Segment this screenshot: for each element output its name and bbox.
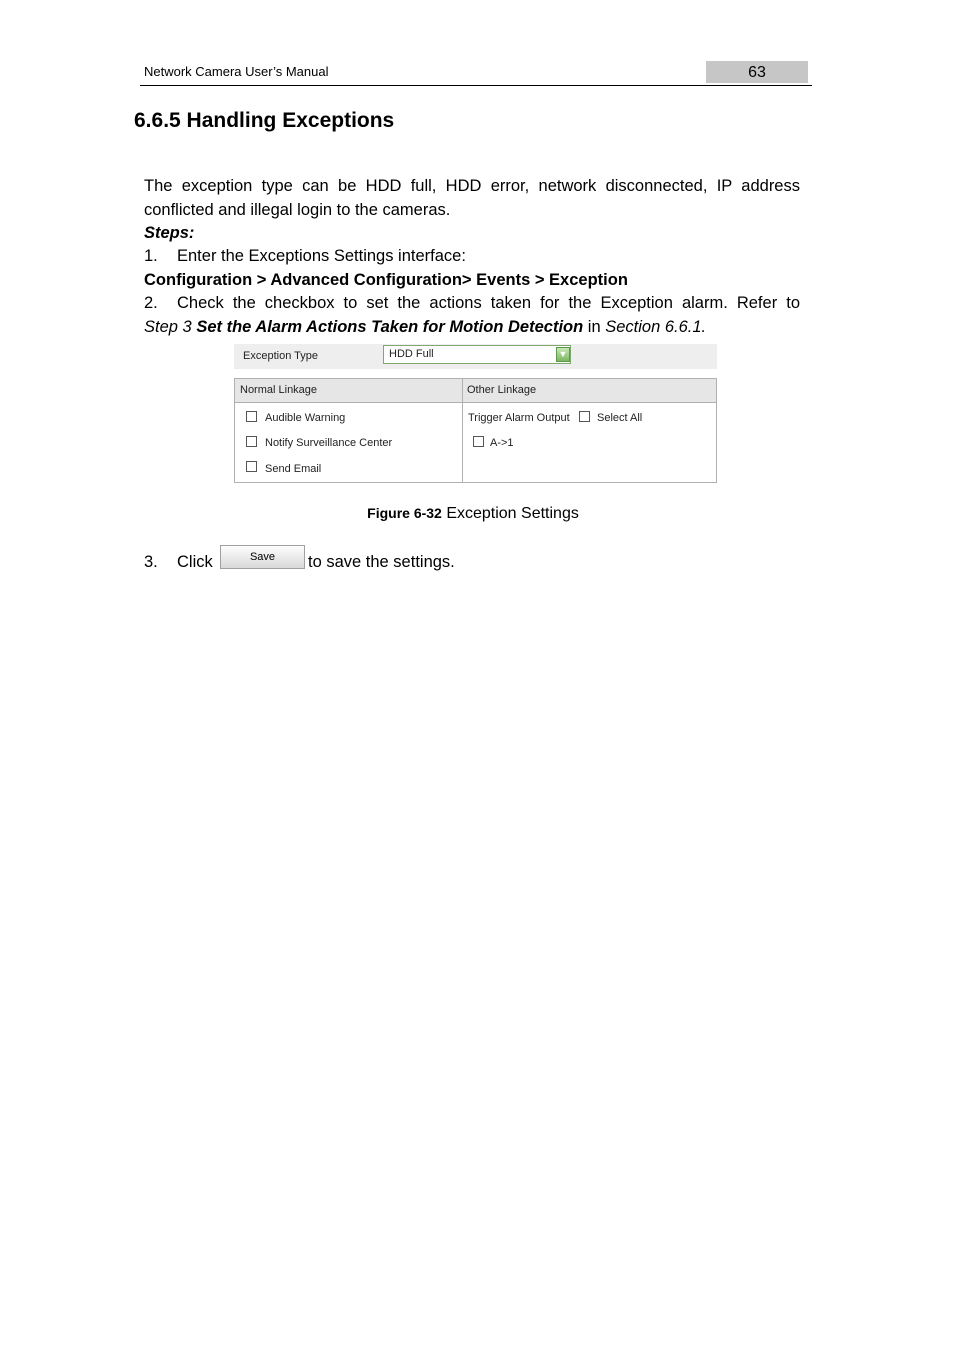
step-2-number: 2. <box>144 294 158 312</box>
other-linkage-header: Other Linkage <box>467 384 537 396</box>
step-1-text: Enter the Exceptions Settings interface: <box>177 247 466 265</box>
step-1-number: 1. <box>144 247 158 265</box>
step-2-text: Check the checkbox to set the actions taken for the Exception alarm. Refer to <box>177 294 800 312</box>
select-all-checkbox[interactable] <box>579 411 590 422</box>
step-2-reference <box>144 316 706 340</box>
send-email-checkbox[interactable] <box>246 461 257 472</box>
save-button[interactable]: Save <box>220 545 305 569</box>
exception-type-label: Exception Type <box>243 350 319 362</box>
header-divider <box>140 85 812 86</box>
menu-path: Configuration > Advanced Configuration> Events > Exception <box>144 271 628 289</box>
figure-title: Exception Settings <box>446 505 579 522</box>
step-3-click: Click <box>177 553 213 571</box>
ref-title: Set the Alarm Actions Taken for Motion Detection <box>196 318 584 336</box>
notify-surveillance-center-label: Notify Surveillance Center <box>265 437 393 449</box>
step-3-number: 3. <box>144 553 158 571</box>
step-3-text: to save the settings. <box>308 553 455 571</box>
trigger-alarm-output-label: Trigger Alarm Output <box>468 412 570 424</box>
select-all-label: Select All <box>597 412 643 424</box>
exception-type-value: HDD Full <box>389 348 434 360</box>
linkage-column-divider <box>462 379 463 482</box>
normal-linkage-header: Normal Linkage <box>240 384 318 396</box>
alarm-output-a1-label: A->1 <box>490 437 514 449</box>
ref-step: Step 3 <box>144 318 192 336</box>
alarm-output-a1-checkbox[interactable] <box>473 436 484 447</box>
audible-warning-label: Audible Warning <box>265 412 346 424</box>
steps-label: Steps: <box>144 224 195 242</box>
step-3 <box>144 551 213 575</box>
step-2 <box>144 292 800 316</box>
manual-title: Network Camera User’s Manual <box>144 64 329 79</box>
intro-paragraph: The exception type can be HDD full, HDD error, network disconnected, IP address conflicted and illegal login to the cameras. <box>144 177 800 219</box>
ref-period: . <box>701 318 707 336</box>
send-email-label: Send Email <box>265 463 322 475</box>
ref-section: Section 6.6.1 <box>605 318 702 336</box>
ref-in: in <box>587 318 601 336</box>
step-1 <box>144 245 800 269</box>
section-title: 6.6.5 Handling Exceptions <box>134 109 395 132</box>
chevron-down-icon[interactable]: ▼ <box>556 347 570 362</box>
figure-caption <box>0 505 946 523</box>
audible-warning-checkbox[interactable] <box>246 411 257 422</box>
page-number: 63 <box>706 61 808 83</box>
figure-number: Figure 6-32 <box>367 505 442 521</box>
notify-surveillance-center-checkbox[interactable] <box>246 436 257 447</box>
